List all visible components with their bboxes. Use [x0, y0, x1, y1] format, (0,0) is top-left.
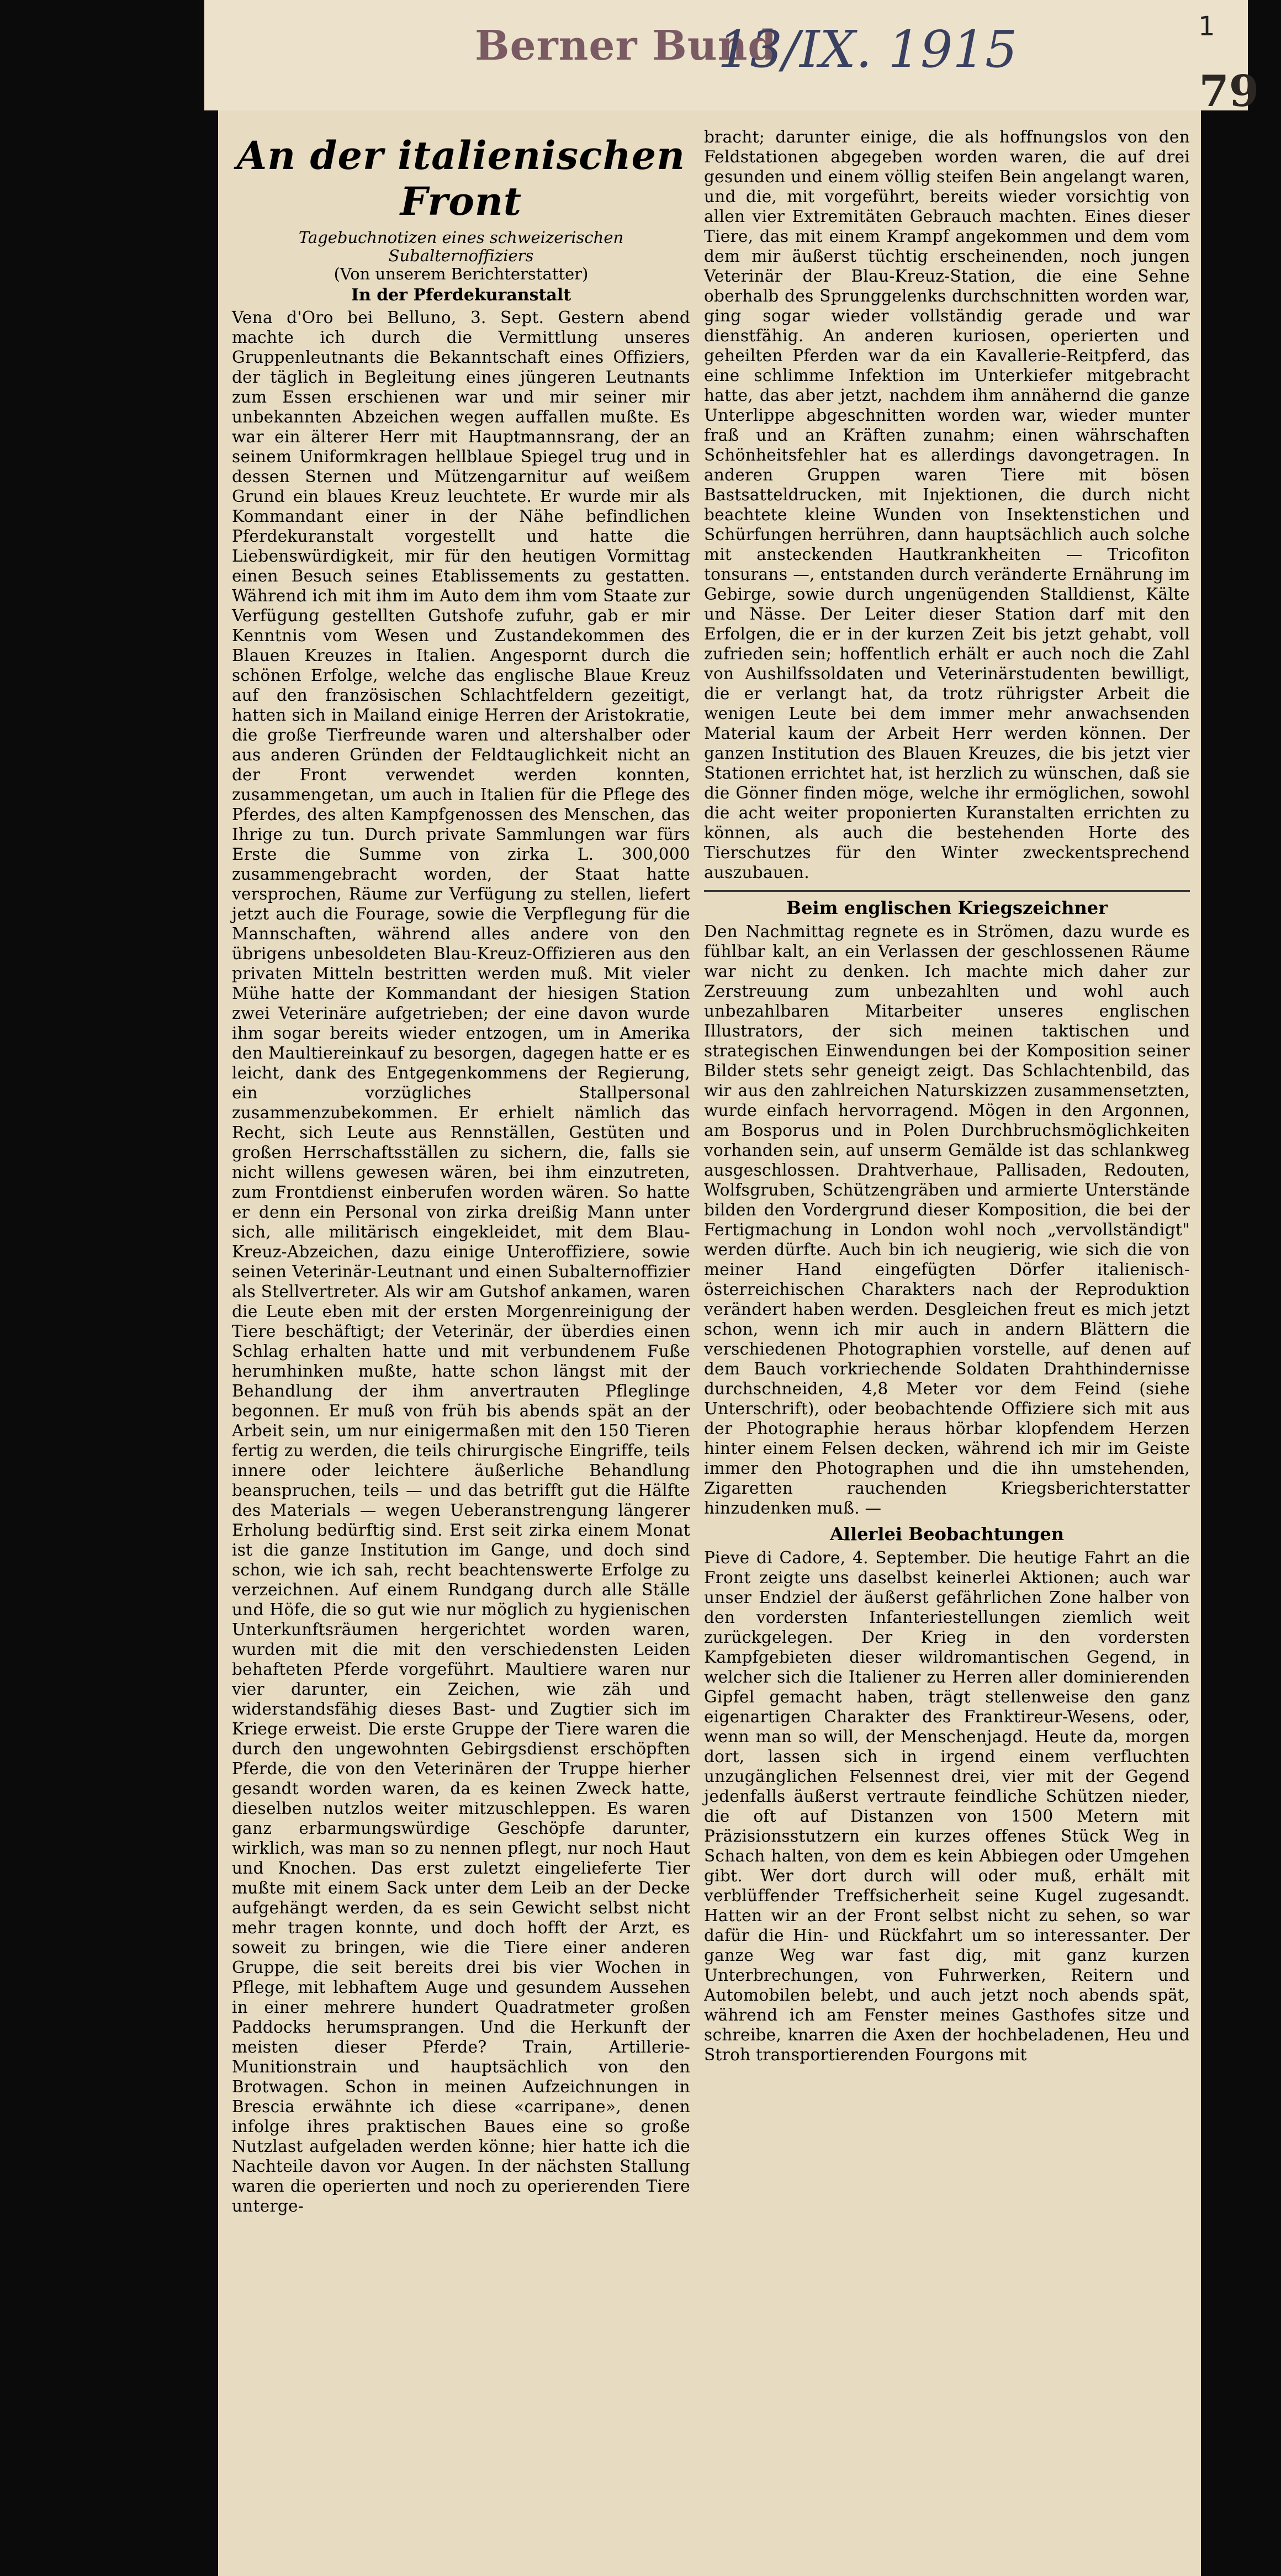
- article-byline: (Von unserem Berichterstatter): [334, 265, 589, 283]
- page-number: 79: [1199, 66, 1259, 117]
- clip-number: 1: [1198, 11, 1215, 42]
- article-subheadline: Tagebuchnotizen eines schweizerischen Subalternoffiziers: [298, 228, 624, 265]
- left-column: [232, 127, 690, 2216]
- right-column-text-part2: Den Nachmittag regnete es in Strömen, dazu wurde es fühlbar kalt, an ein Verlassen der geschlossenen Räume war nicht zu denken. Ich machte mich daher zur Zerstreuung zum unbezahlten und wohl auch unbezahlbaren Mitarbeiter unseres englischen Illustrators, der sich meinen taktischen und strategischen Einwendungen bei der Komposition seiner Bilder stets sehr geneigt zeigt. Das Schlachtenbild, das wir aus den zahlreichen Naturskizzen zusammensetzten, wurde einfach hervorragend. Mögen in den Argonnen, am Bosporus und in Polen Durchbruchsmöglichkeiten vorhanden sein, auf unserm Gemälde ist das schlankweg ausgeschlossen. Drahtverhaue, Pallisaden, Redouten, Wolfsgruben, Schützengräben und armierte Unterstände bilden den Vordergrund dieser Komposition, die bei der Fertigmachung in London wohl noch „vervollständigt" werden dürfte. Auch bin ich neugierig, wie sich die von meiner Hand eingefügten Dörfer italienisch-österreichischen Charakters nach der Reproduktion verändert haben werden. Desgleichen freut es mich jetzt schon, wenn ich mir auch in andern Blättern die verschiedenen Photographien vorstelle, auf denen auf dem Bauch vorkriechende Soldaten Drahthindernisse durchschneiden, 4,8 Meter vor dem Feind (siehe Unterschrift), oder beobachtende Offiziere sich mit aus der Photographie heraus hörbar klopfendem Herzen hinter einem Felsen decken, während ich mir im Geiste immer den Photographen und die ihn umstehenden, Zigaretten rauchenden Kriegsberichterstatter hinzudenken muß. —: [704, 922, 1190, 1517]
- right-column: [704, 127, 1190, 2065]
- section-title-beobachtungen: Allerlei Beobachtungen: [829, 1524, 1065, 1544]
- left-column-text: Vena d'Oro bei Belluno, 3. Sept. Gestern abend machte ich durch die Vermittlung unseres Gruppenleutnants die Bekanntschaft eines Offiziers, der täglich in Begleitung eines jüngeren Leutnants zum Essen erschienen war und mir seiner mir unbekannten Abzeichen wegen auffallen mußte. Es war ein älterer Herr mit Hauptmannsrang, der an seinem Uniformkragen hellblaue Spiegel trug und in dessen Sternen und Mützengarnitur auf weißem Grund ein blaues Kreuz leuchtete. Er wurde mir als Kommandant einer in der Nähe befindlichen Pferdekuranstalt vorgestellt und hatte die Liebenswürdigkeit, mir für den heutigen Vormittag einen Besuch seines Etablissements zu gestatten. Während ich mit ihm im Auto dem ihm vom Staate zur Verfügung gestellten Gutshofe zufuhr, gab er mir Kenntnis vom Wesen und Zustandekommen des Blauen Kreuzes in Italien. Angespornt durch die schönen Erfolge, welche das englische Blaue Kreuz auf den französischen Schlachtfeldern gezeitigt, hatten sich in Mailand einige Herren der Aristokratie, die große Tierfreunde waren und altershalber oder aus anderen Gründen der Feldtauglichkeit nicht an der Front verwendet werden konnten, zusammengetan, um auch in Italien für die Pflege des Pferdes, des alten Kampfgenossen des Menschen, das Ihrige zu tun. Durch private Sammlungen war fürs Erste die Summe von zirka L. 300,000 zusammengebracht worden, der Staat hatte versprochen, Räume zur Verfügung zu stellen, liefert jetzt auch die Fourage, sowie die Verpflegung für die Mannschaften, während alles andere von den übrigens unbesoldeten Blau-Kreuz-Offizieren aus den privaten Mitteln bestritten werden muß. Mit vieler Mühe hatte der Kommandant der hiesigen Station zwei Veterinäre aufgetrieben; der eine davon wurde ihm sogar bereits wieder entzogen, um in Amerika den Maultiereinkauf zu besorgen, dagegen hatte er es leicht, dank des Entgegenkommens der Regierung, ein vorzügliches Stallpersonal zusammenzubekommen. Er erhielt nämlich das Recht, sich Leute aus Rennställen, Gestüten und großen Herrschaftsställen zu sichern, die, falls sie nicht willens gewesen wären, bei ihm einzutreten, zum Frontdienst einberufen worden wären. So hatte er denn ein Personal von zirka dreißig Mann unter sich, alle militärisch eingekleidet, mit dem Blau-Kreuz-Abzeichen, dazu einige Unteroffiziere, sowie seinen Veterinär-Leutnant und einen Subalternoffizier als Stellvertreter. Als wir am Gutshof ankamen, waren die Leute eben mit der ersten Morgenreinigung der Tiere beschäftigt; der Veterinär, der überdies einen Schlag erhalten hatte und mit verbundenem Fuße herumhinken mußte, hatte schon längst mit der Behandlung der ihm anvertrauten Pfleglinge begonnen. Er muß von früh bis abends spät an der Arbeit sein, um nur einigermaßen mit den 150 Tieren fertig zu werden, die teils chirurgische Eingriffe, teils innere oder leichtere äußerliche Behandlung beanspruchen, teils — und das betrifft gut die Hälfte des Materials — wegen Ueberanstrengung längerer Erholung bedürftig sind. Erst seit zirka einem Monat ist die ganze Institution im Gange, und doch sind schon, wie ich sah, recht beachtenswerte Erfolge zu verzeichnen. Auf einem Rundgang durch alle Ställe und Höfe, die so gut wie nur möglich zu hygienischen Unterkunftsräumen hergerichtet worden waren, wurden mit die mit den verschiedensten Leiden behafteten Pferde vorgeführt. Maultiere waren nur vier darunter, ein Zeichen, wie zäh und widerstandsfähig dieses Bast- und Zugtier sich im Kriege erweist. Die erste Gruppe der Tiere waren die durch den ungewohnten Gebirgsdienst erschöpften Pferde, die von den Veterinären der Truppe hierher gesandt worden waren, da es keinen Zweck hatte, dieselben nutzlos weiter mitzuschleppen. Es waren ganz erbarmungswürdige Geschöpfe darunter, wirklich, was man so zu nennen pflegt, nur noch Haut und Knochen. Das erst zuletzt eingelieferte Tier mußte mit einem Sack unter dem Leib an der Decke aufgehängt werden, da es sein Gewicht selbst nicht mehr tragen konnte, und doch hofft der Arzt, es soweit zu bringen, wie die Tiere einer anderen Gruppe, die seit bereits drei bis vier Wochen in Pflege, mit lebhaftem Auge und gesundem Aussehen in einer mehrere hundert Quadratmeter großen Paddocks herumsprangen. Und die Herkunft der meisten dieser Pferde? Train, Artillerie-Munitionstrain und hauptsächlich von den Brotwagen. Schon in meinen Aufzeichnungen in Brescia erwähnte ich diese «carripane», denen infolge ihres praktischen Baues eine so große Nutzlast aufgeladen werden könne; hier hatte ich die Nachteile davon vor Augen. In der nächsten Stallung waren die operierten und noch zu operierenden Tiere unterge-: [232, 308, 691, 2215]
- right-column-text-part3: Pieve di Cadore, 4. September. Die heutige Fahrt an die Front zeigte uns daselbst keinerlei Aktionen; auch war unser Endziel der äußerst gefährlichen Zone halber von den vordersten Infanteriestellungen ziemlich weit zurückgelegen. Der Krieg in den vordersten Kampfgebieten dieser wildromantischen Gegend, in welcher sich die Italiener zu Herren aller dominierenden Gipfel gemacht haben, trägt stellenweise den ganz eigenartigen Charakter des Franktireur-Wesens, oder, wenn man so will, der Menschenjagd. Heute da, morgen dort, lassen sich in irgend einem verfluchten unzugänglichen Felsennest drei, vier mit der Gegend jedenfalls äußerst vertraute feindliche Schützen nieder, die oft auf Distanzen von 1500 Metern mit Präzisionsstutzern ein kurzes offenes Stück Weg in Schach halten, von dem es kein Abbiegen oder Umgehen gibt. Wer dort durch will oder muß, erhält mit verblüffender Treffsicherheit seine Kugel zugesandt. Hatten wir an der Front selbst nicht zu sehen, so war dafür die Hin- und Rückfahrt um so interessanter. Der ganze Weg war fast dig, mit ganz kurzen Unterbrechungen, von Fuhrwerken, Reitern und Automobilen belebt, und auch jetzt noch abends spät, während ich am Fenster meines Gasthofes sitze und schreibe, knarren die Axen der hochbeladenen, Heu und Stroh transportierenden Fourgons mit: [704, 1548, 1190, 2064]
- article-headline: An der italienischen Front: [236, 133, 686, 224]
- section-title-kriegszeichner: Beim englischen Kriegszeichner: [786, 897, 1108, 918]
- section-divider: [704, 890, 1190, 892]
- right-column-text-part1: bracht; darunter einige, die als hoffnungslos von den Feldstationen abgegeben worden waren, die auf drei gesunden und einem völlig steifen Bein angelangt waren, und die, mit vorgeführt, bereits wieder vorsichtig von allen vier Extremitäten Gebrauch machten. Eines dieser Tiere, das mit einem Krampf angekommen und dem vom dem mir äußerst tüchtig erscheinenden, noch jungen Veterinär der Blau-Kreuz-Station, die eine Sehne oberhalb des Sprunggelenks durchschnitten worden war, ging sogar wieder vollständig gerade und war dienstfähig. An anderen kuriosen, operierten und geheilten Pferden war da ein Kavallerie-Reitpferd, das eine schlimme Infektion im Unterkiefer mitgebracht hatte, das aber jetzt, nachdem ihm annähernd die ganze Unterlippe abgeschnitten worden war, wieder munter fraß und an Kräften zunahm; einen währschaften Schönheitsfehler hat es allerdings davongetragen. In anderen Gruppen waren Tiere mit bösen Bastsatteldrucken, mit Injektionen, die durch nicht beachtete kleine Wunden von Insektenstichen und Schürfungen herrühren, dann hauptsächlich auch solche mit ansteckenden Hautkrankheiten — Tricofiton tonsurans —, entstanden durch veränderte Ernährung im Gebirge, sowie durch ungenügenden Stalldienst, Kälte und Nässe. Der Leiter dieser Station darf mit den Erfolgen, die er in der kurzen Zeit bis jetzt gehabt, voll zufrieden sein; hoffentlich erhält er auch noch die Zahl von Aushilfssoldaten und Veterinärstudenten bewilligt, die er verlangt hat, da trotz rührigster Arbeit die wenigen Leute bei dem immer mehr anwachsenden Material kaum der Arbeit Herr werden können. Der ganzen Institution des Blauen Kreuzes, die bis jetzt vier Stationen errichtet hat, ist herzlich zu wünschen, daß sie die Gönner finden möge, welche ihr ermöglichen, sowohl die acht weiter proponierten Kuranstalten errichten zu können, als auch die bestehenden Horte des Tierschutzes für den Winter zweckentsprechend auszubauen.: [704, 128, 1190, 882]
- newspaper-masthead: Berner Bund: [475, 22, 777, 70]
- handwritten-date: 13/IX. 1915: [718, 20, 1018, 79]
- section-title-pferdekuranstalt: In der Pferdekuranstalt: [351, 285, 571, 305]
